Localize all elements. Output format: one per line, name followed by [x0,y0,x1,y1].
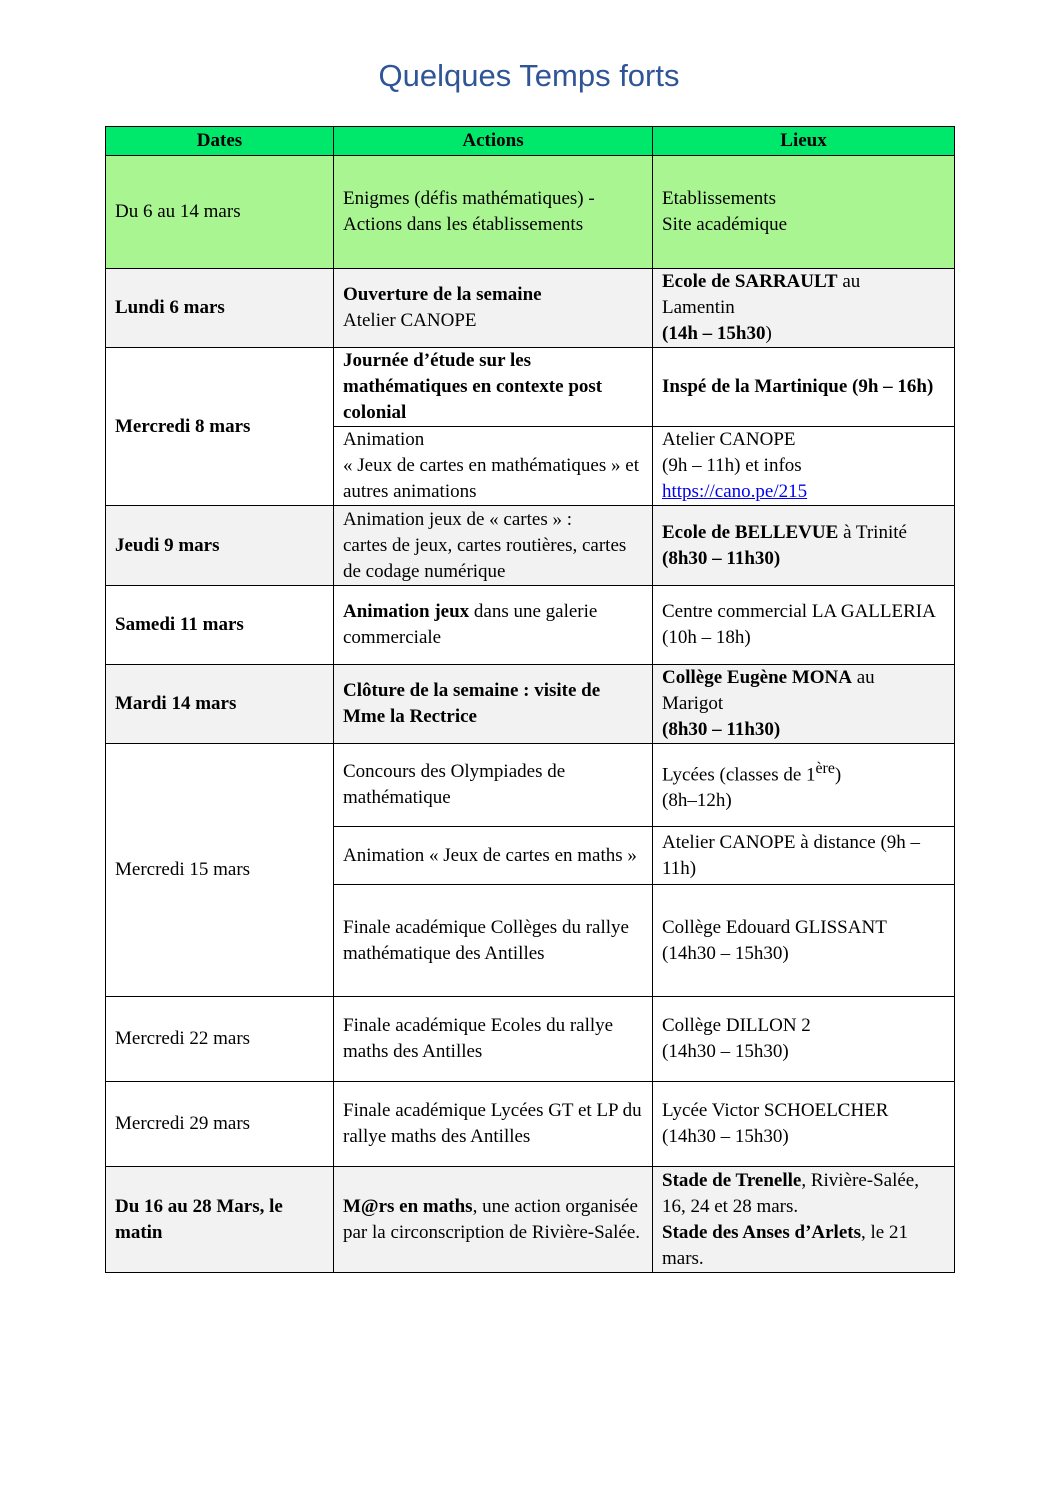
table-row [106,269,955,348]
text: Centre commercial LA GALLERIA (10h – 18h) [662,601,936,648]
text: , Rivière-Salée, 16, 24 et 28 mars. [662,1169,919,1217]
bold-text: Mercredi 8 mars [115,415,251,437]
superscript: ère [815,759,835,777]
lieu-cell [653,827,955,885]
text: ) (8h–12h) [662,764,842,812]
action-cell [334,506,653,586]
text: Animation « Jeux de cartes en mathématiques » et autres animations [343,429,639,502]
table-row [106,665,955,744]
text: à Trinité [843,521,907,543]
bold-text: Collège Eugène MONA [662,667,852,688]
bold-text: Lundi 6 mars [115,297,225,318]
table-row [106,1167,955,1273]
action-cell [334,348,653,427]
lieu-cell [653,156,955,269]
date-cell [106,665,334,744]
lieu-cell [653,885,955,997]
text: ) [765,323,772,344]
text: Atelier CANOPE (9h – 11h) et infos [662,429,802,476]
text: Mercredi 15 mars [115,859,251,880]
text: Etablissements Site académique [662,188,788,235]
text: Du 6 au 14 mars [115,201,241,222]
text: Mercredi 29 mars [115,1113,251,1134]
lieu-cell [653,586,955,665]
lieu-cell [653,506,955,586]
table-row [106,1082,955,1167]
date-cell [106,348,334,506]
lieu-cell [653,997,955,1082]
bold-text: Ecole de BELLEVUE [662,521,839,543]
table-header-row [106,127,955,156]
lieu-cell [653,348,955,427]
date-cell [106,586,334,665]
bold-text: Du 16 au 28 Mars, le matin [115,1195,283,1243]
bold-text: Clôture de la semaine : visite de Mme la Rectrice [343,680,601,727]
action-cell [334,665,653,744]
lieu-cell [653,269,955,348]
table-row [106,348,955,427]
bold-text: (14h – 15h30 [662,323,766,344]
text: Lycée Victor SCHOELCHER (14h30 – 15h30) [662,1100,889,1147]
text: , le 21 mars. [662,1221,908,1269]
text: Collège Edouard GLISSANT (14h30 – 15h30) [662,916,887,964]
header-dates: Dates [106,127,334,156]
action-cell [334,1082,653,1167]
text: Atelier CANOPE [343,310,477,331]
header-lieux: Lieux [653,127,955,156]
action-cell [334,586,653,665]
date-cell [106,997,334,1082]
text: au Lamentin [662,271,861,318]
action-cell [334,997,653,1082]
action-cell [334,1167,653,1273]
bold-text: Journée d’étude sur les mathématiques en contexte post colonial [343,350,603,423]
date-cell [106,1082,334,1167]
table-row [106,997,955,1082]
date-cell [106,506,334,586]
bold-text: Animation jeux [343,601,470,622]
lieu-cell [653,1082,955,1167]
action-cell [334,269,653,348]
date-cell [106,156,334,269]
lieu-cell [653,665,955,744]
bold-text: Stade de Trenelle [662,1169,802,1191]
action-cell [334,885,653,997]
text: Animation « Jeux de cartes en maths » [343,844,637,866]
lieu-cell [653,1167,955,1273]
action-cell [334,427,653,506]
bold-text: Jeudi 9 mars [115,534,220,556]
date-cell [106,269,334,348]
bold-text: M@rs en maths [343,1195,473,1217]
text: Atelier CANOPE à distance (9h – 11h) [662,831,921,879]
events-table [105,126,955,1273]
bold-text: Stade des Anses d’Arlets [662,1221,861,1243]
lieu-cell [653,744,955,827]
action-cell [334,827,653,885]
bold-text: (8h30 – 11h30) [662,547,781,569]
bold-text: Inspé de la Martinique (9h – 16h) [662,376,934,397]
date-cell [106,1167,334,1273]
text: Finale académique Lycées GT et LP du rallye maths des Antilles [343,1100,642,1147]
text: Animation jeux de « cartes » : cartes de jeux, cartes routières, cartes de codage numérique [343,508,627,582]
text: Finale académique Collèges du rallye mathématique des Antilles [343,916,629,964]
text: Finale académique Ecoles du rallye maths des Antilles [343,1015,614,1062]
action-cell [334,744,653,827]
text: Concours des Olympiades de mathématique [343,761,566,808]
bold-text: Ouverture de la semaine [343,284,542,305]
link[interactable]: https://cano.pe/215 [662,481,808,502]
text: Mercredi 22 mars [115,1028,251,1049]
date-cell [106,744,334,997]
lieu-cell [653,427,955,506]
action-cell [334,156,653,269]
table-row [106,744,955,827]
table-row [106,586,955,665]
header-actions: Actions [334,127,653,156]
bold-text: Mardi 14 mars [115,693,237,714]
bold-text: Samedi 11 mars [115,614,244,635]
text: au Marigot [662,667,875,714]
page-title: Quelques Temps forts [378,58,680,93]
text: Collège DILLON 2 (14h30 – 15h30) [662,1015,811,1062]
table-row [106,156,955,269]
bold-text: (8h30 – 11h30) [662,719,781,740]
text: dans une galerie commerciale [343,601,598,648]
bold-text: Ecole de SARRAULT [662,271,838,292]
text: , une action organisée par la circonscription de Rivière-Salée. [343,1195,641,1243]
text: Lycées (classes de 1 [662,764,816,786]
text: Enigmes (défis mathématiques) - Actions dans les établissements [343,188,595,235]
table-row [106,506,955,586]
